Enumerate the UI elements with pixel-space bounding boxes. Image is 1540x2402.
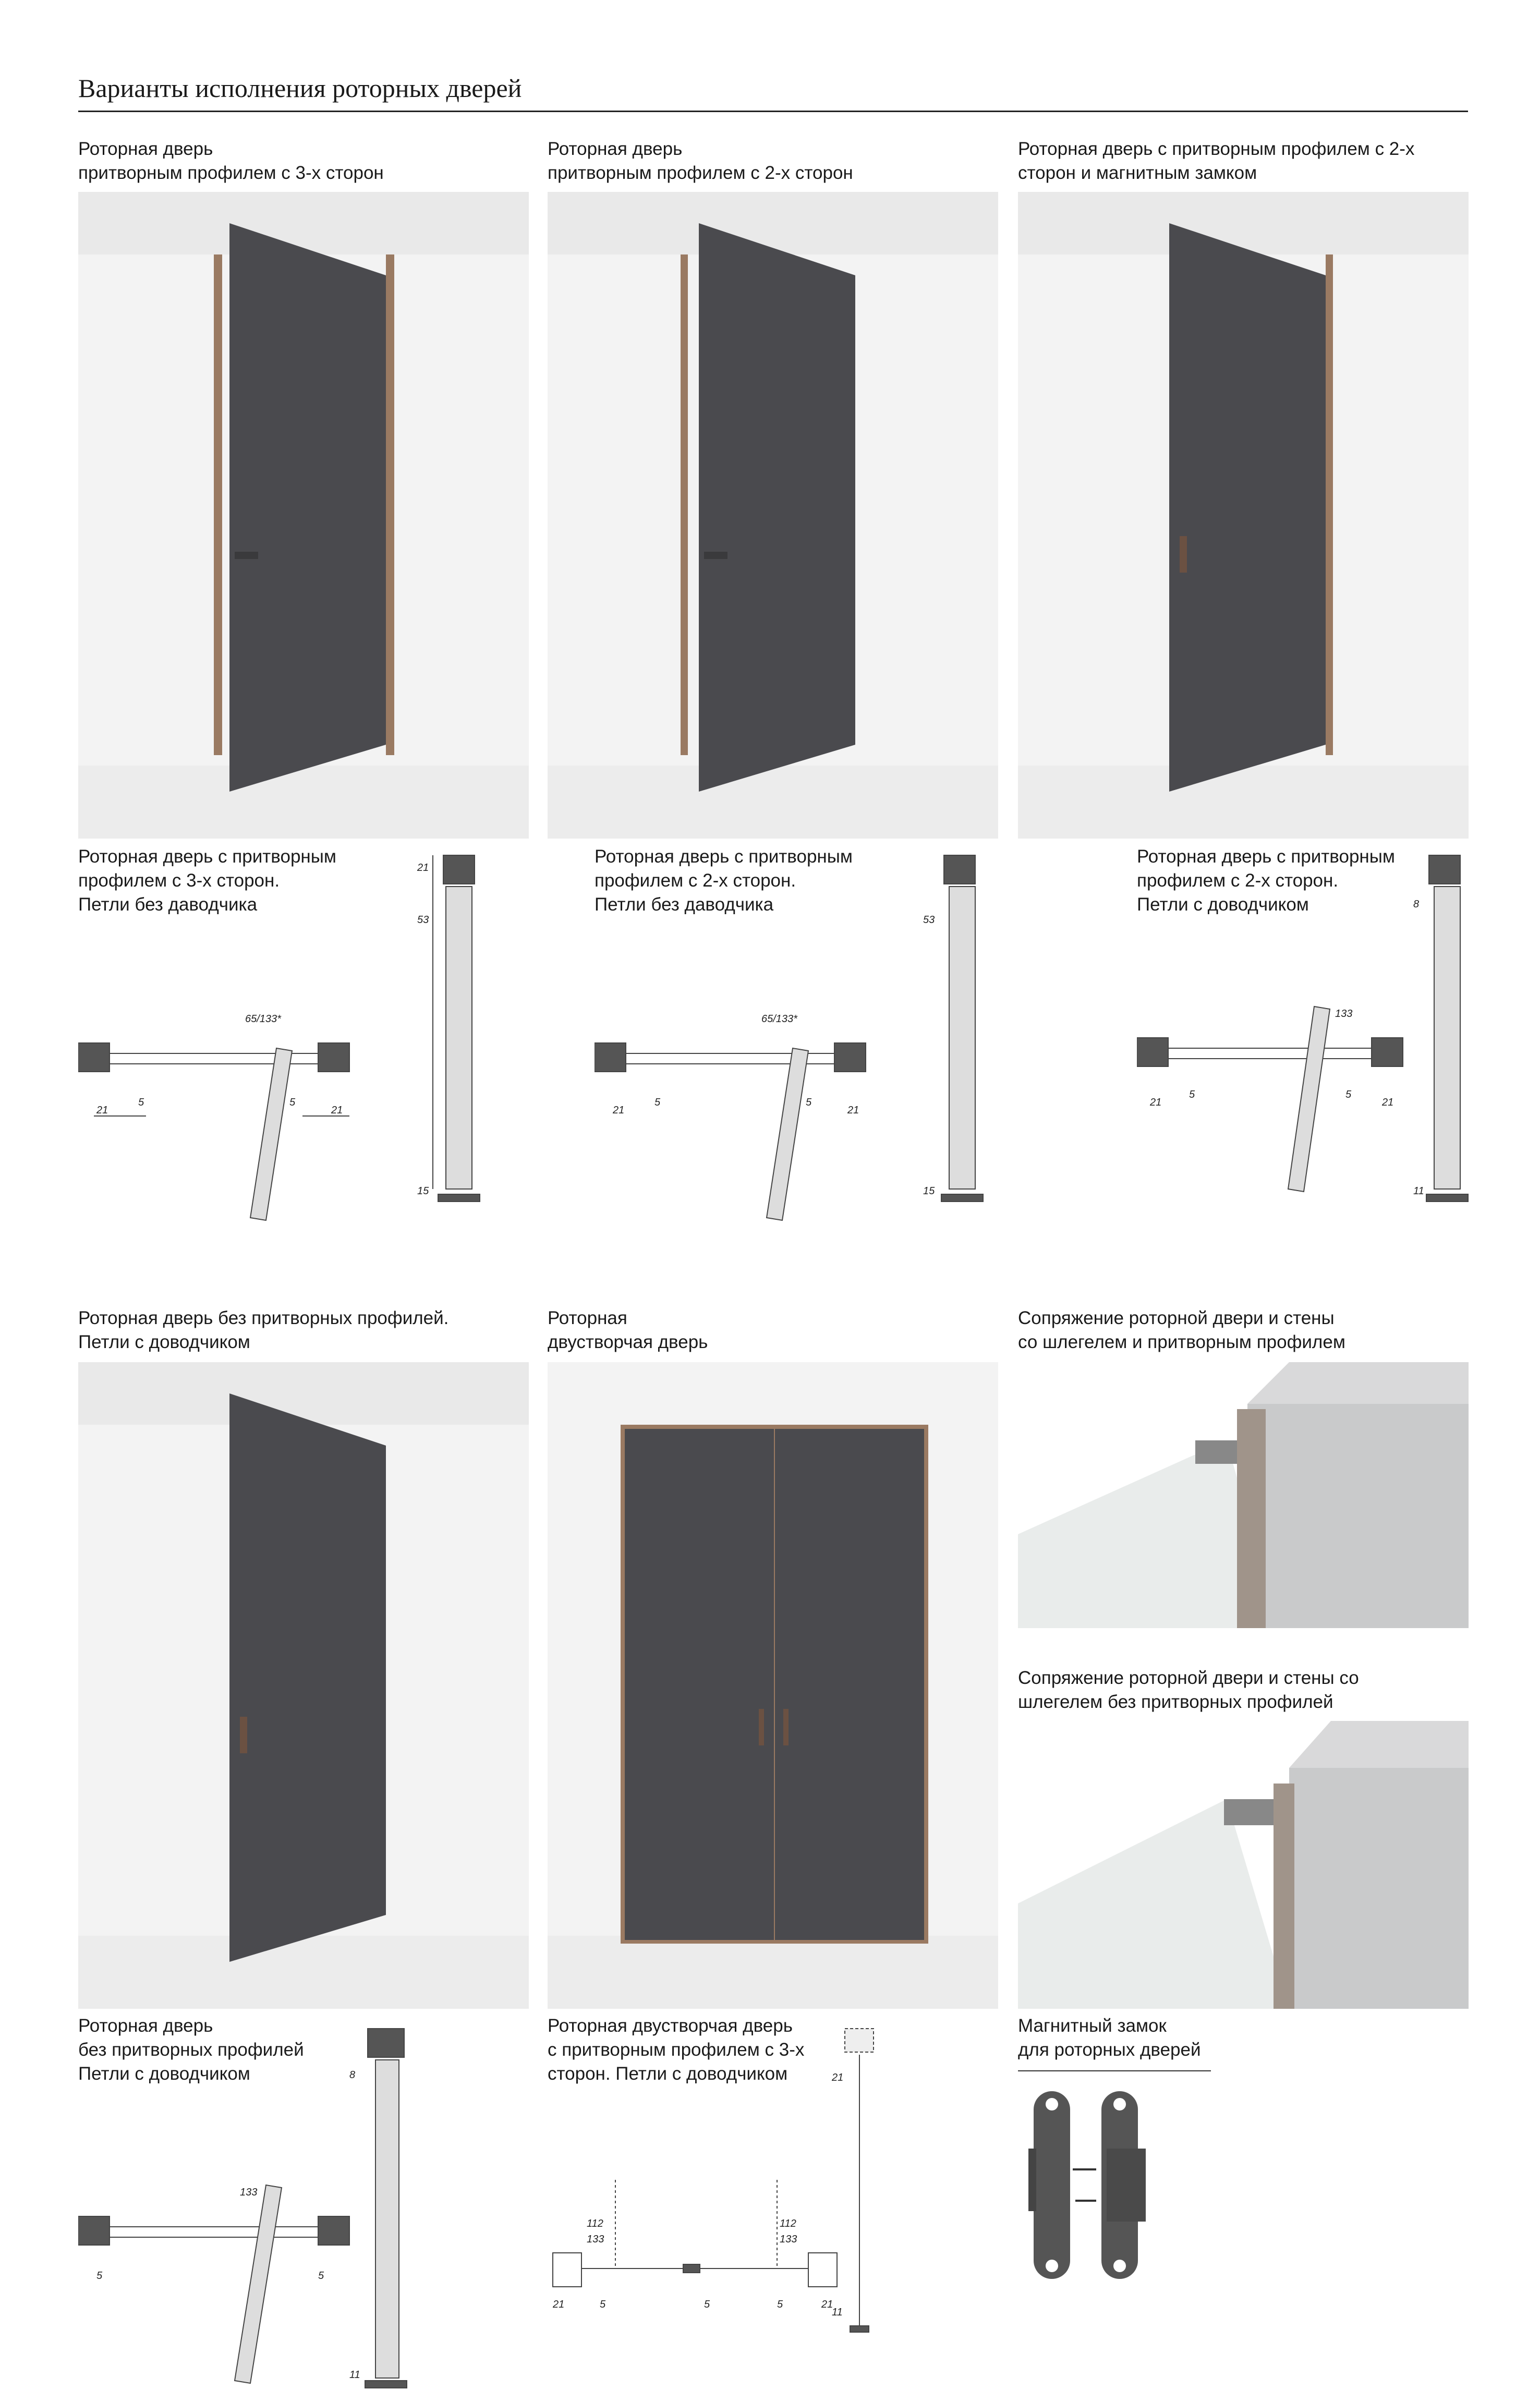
caption-photo3: Роторная дверь с притворным профилем с 2-х сторон и магнитным замком bbox=[1018, 139, 1415, 183]
dim-e: 21 bbox=[821, 2299, 833, 2310]
dim-a: 21 bbox=[613, 1105, 625, 1116]
caption-photo7: Сопряжение роторной двери и стены со шлегелем без притворных профилей bbox=[1018, 1668, 1359, 1712]
dim-b: 5 bbox=[654, 1097, 661, 1108]
dim-offset: 133 bbox=[1335, 1008, 1353, 1020]
drawing-3 bbox=[1137, 845, 1471, 1241]
drawing-2 bbox=[595, 845, 1001, 1241]
page-title: Варианты исполнения роторных дверей bbox=[78, 74, 522, 103]
caption-photo2: Роторная дверь притворным профилем с 2-х сторон bbox=[548, 139, 853, 183]
dim-offset: 133 bbox=[240, 2187, 258, 2198]
dim-bottom: 15 bbox=[417, 1185, 429, 1197]
caption-photo6: Сопряжение роторной двери и стены со шлегелем и притворным профилем bbox=[1018, 1308, 1345, 1352]
photo-pivot-door-no-profiles bbox=[78, 1362, 529, 2009]
dim-gap: 8 bbox=[349, 2069, 356, 2081]
photo-pivot-door-2-sides bbox=[548, 192, 998, 839]
dim-top: 21 bbox=[832, 2072, 844, 2083]
caption-photo8: Магнитный замок для роторных дверей bbox=[1018, 2016, 1201, 2060]
dim-a: 21 bbox=[553, 2299, 565, 2310]
dim-r1: 112 bbox=[780, 2218, 796, 2229]
dim-b: 5 bbox=[96, 2270, 103, 2282]
dim-l1: 112 bbox=[587, 2218, 603, 2229]
dim-top: 21 bbox=[417, 862, 429, 874]
dim-d: 21 bbox=[847, 1105, 859, 1116]
photo-double-pivot-door bbox=[548, 1362, 998, 2009]
dim-d: 21 bbox=[1382, 1097, 1394, 1108]
dim-offset: 65/133* bbox=[761, 1013, 797, 1025]
dim-gap: 53 bbox=[417, 914, 429, 926]
caption-photo5: Роторная двустворчая дверь bbox=[548, 1308, 708, 1352]
dim-c: 5 bbox=[318, 2270, 324, 2282]
dim-a: 21 bbox=[96, 1105, 108, 1116]
drawing-4 bbox=[78, 2023, 443, 2399]
dim-c: 5 bbox=[289, 1097, 296, 1108]
lock-rule bbox=[1018, 2070, 1211, 2071]
dim-gap: 8 bbox=[1413, 899, 1420, 910]
dim-c: 5 bbox=[704, 2299, 710, 2310]
dim-r2: 133 bbox=[780, 2234, 797, 2245]
dim-offset: 65/133* bbox=[245, 1013, 281, 1025]
dim-l2: 133 bbox=[587, 2234, 604, 2245]
dim-bottom: 15 bbox=[923, 1185, 935, 1197]
caption-drawing2: Роторная дверь с притворным профилем с 2-х сторон. Петли без даводчика bbox=[595, 846, 853, 915]
dim-a: 21 bbox=[1150, 1097, 1162, 1108]
title-rule bbox=[78, 111, 1468, 112]
dim-c: 5 bbox=[1345, 1089, 1352, 1100]
photo-junction-with-profile bbox=[1018, 1362, 1469, 1628]
caption-photo1: Роторная дверь притворным профилем с 3-х сторон bbox=[78, 139, 384, 183]
photo-pivot-door-3-sides bbox=[78, 192, 529, 839]
caption-drawing4: Роторная дверь без притворных профилей Петли с доводчиком bbox=[78, 2016, 304, 2084]
drawing-1 bbox=[78, 845, 485, 1241]
dim-b: 5 bbox=[138, 1097, 144, 1108]
drawing-5 bbox=[548, 2023, 923, 2399]
dim-bottom: 11 bbox=[1413, 1185, 1424, 1197]
dim-d: 5 bbox=[777, 2299, 783, 2310]
photo-pivot-door-magnetic-lock bbox=[1018, 192, 1469, 839]
caption-drawing1: Роторная дверь с притворным профилем с 3-х сторон. Петли без даводчика bbox=[78, 846, 336, 915]
caption-drawing5: Роторная двустворчая дверь с притворным профилем с 3-х сторон. Петли с доводчиком bbox=[548, 2016, 805, 2084]
dim-b: 5 bbox=[1189, 1089, 1195, 1100]
dim-d: 21 bbox=[331, 1105, 343, 1116]
photo-junction-no-profiles bbox=[1018, 1721, 1469, 2009]
dim-bottom: 11 bbox=[832, 2307, 843, 2318]
photo-magnetic-lock bbox=[1018, 2081, 1227, 2289]
dim-b: 5 bbox=[600, 2299, 606, 2310]
caption-drawing3: Роторная дверь с притворным профилем с 2-х сторон. Петли с доводчиком bbox=[1137, 846, 1395, 915]
caption-photo4: Роторная дверь без притворных профилей. Петли с доводчиком bbox=[78, 1308, 449, 1352]
dim-bottom: 11 bbox=[349, 2369, 360, 2381]
dim-c: 5 bbox=[806, 1097, 812, 1108]
dim-gap: 53 bbox=[923, 914, 935, 926]
